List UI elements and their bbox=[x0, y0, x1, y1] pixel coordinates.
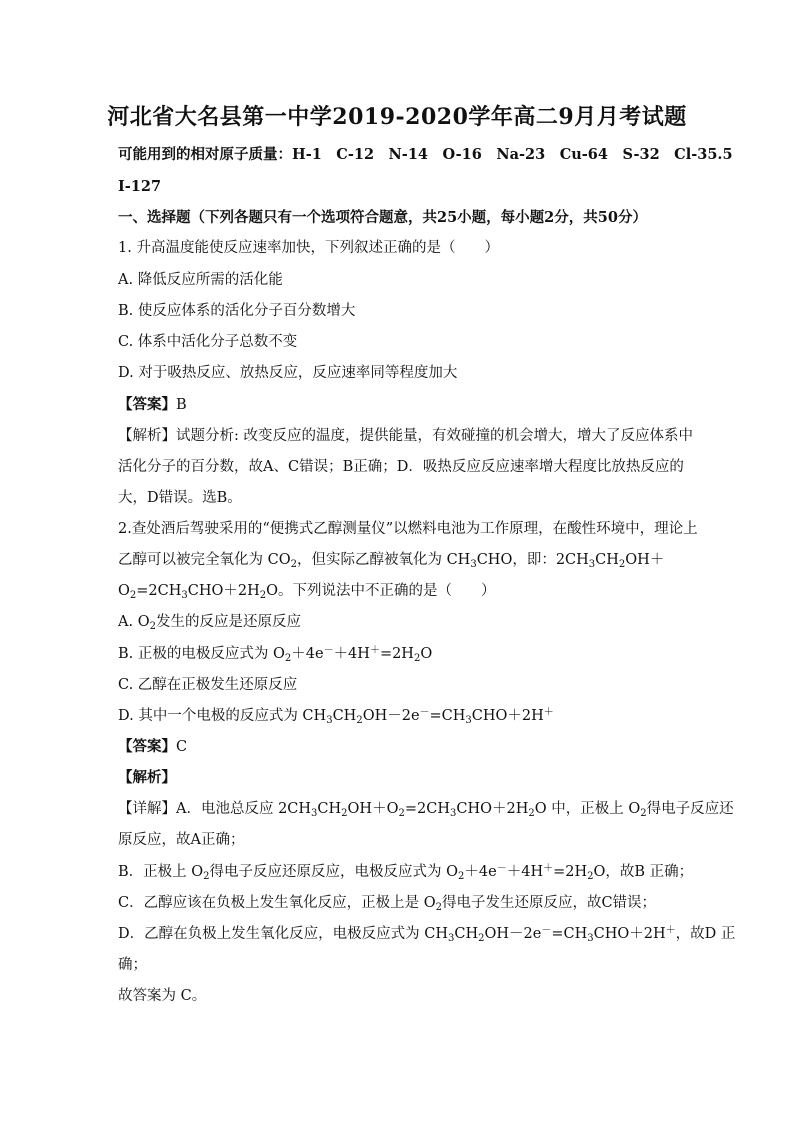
q2-option-d: D. 其中一个电极的反应式为 $CH_3CH_2OH-2e^-=CH_3CHO+2H^+$ bbox=[118, 707, 554, 726]
q2-stem-line3: $O_2=2CH_3CHO+2H_2O$。下列说法中不正确的是（ ） bbox=[118, 583, 496, 601]
q1-answer bbox=[118, 398, 187, 413]
page-title: 河北省大名县第一中学2019-2020学年高二9月月考试题 bbox=[107, 104, 687, 130]
atomic-masses-line1: 可能用到的相对原子质量：H-1 C-12 N-14 O-16 Na-23 Cu-64 S-32 Cl-35.5 bbox=[118, 146, 733, 163]
q2-analysis-label: 【解析】 bbox=[118, 769, 176, 786]
answer-label: 【答案】 bbox=[118, 396, 176, 413]
q2-detail-d-line2: 确； bbox=[118, 957, 147, 973]
q1-stem: 1. 升高温度能使反应速率加快，下列叙述正确的是（ ） bbox=[118, 240, 499, 256]
q2-option-c: C. 乙醇在正极发生还原反应 bbox=[118, 677, 298, 693]
q2-detail-a-line2: 原反应，故A正确； bbox=[118, 832, 245, 848]
q2-detail-c: C．乙醇应该在负极上发生氧化反应，正极上是 $O_2$得电子发生还原反应，故C错误； bbox=[118, 895, 657, 913]
section-heading: 一、选择题（下列各题只有一个选项符合题意，共25小题，每小题2分，共50分） bbox=[118, 209, 647, 226]
answer-value: B bbox=[176, 397, 187, 413]
q2-detail-d-line1: D．乙醇在负极上发生氧化反应，电极反应式为 $CH_3CH_2OH-2e^-=CH_3CHO+2H^+$，故D 正 bbox=[118, 925, 736, 944]
q2-answer bbox=[118, 740, 187, 755]
q1-option-a: A. 降低反应所需的活化能 bbox=[118, 272, 283, 288]
q2-option-a: A. $O_2$发生的反应是还原反应 bbox=[118, 614, 301, 632]
atomic-masses-line2: I-127 bbox=[118, 178, 162, 195]
q2-option-b: B. 正极的电极反应式为 $O_2+4e^-+4H^+=2H_2O$ bbox=[118, 645, 433, 664]
q1-analysis-line3: 大，D错误。选B。 bbox=[118, 490, 242, 506]
q1-option-b: B. 使反应体系的活化分子百分数增大 bbox=[118, 303, 356, 319]
answer-value: C bbox=[176, 739, 188, 755]
q1-option-c: C. 体系中活化分子总数不变 bbox=[118, 334, 298, 350]
q1-analysis-line1: 【解析】试题分析: 改变反应的温度，提供能量，有效碰撞的机会增大，增大了反应体系中 bbox=[118, 428, 693, 444]
answer-label: 【答案】 bbox=[118, 738, 176, 755]
q2-conclusion: 故答案为 C。 bbox=[118, 988, 207, 1004]
q1-analysis-line2: 活化分子的百分数，故A、C错误；B正确；D．吸热反应反应速率增大程度比放热反应的 bbox=[118, 459, 684, 475]
q2-stem-line1: 2.查处酒后驾驶采用的“便携式乙醇测量仪”以燃料电池为工作原理，在酸性环境中，理论上 bbox=[118, 521, 698, 537]
q2-detail-b: B．正极上 $O_2$得电子反应还原反应，电极反应式为 $O_2+4e^-+4H^+=2H_2O$，故B 正确； bbox=[118, 863, 694, 882]
q2-detail-a-line1: 【详解】A．电池总反应 $2CH_3CH_2OH+O_2=2CH_3CHO+2H_2O$ 中，正极上 $O_2$得电子反应还 bbox=[118, 801, 734, 819]
q2-stem-line2: 乙醇可以被完全氧化为 $CO_2$，但实际乙醇被氧化为 $CH_3CHO$，即：$2CH_3CH_2OH+$ bbox=[118, 552, 665, 570]
q1-option-d: D. 对于吸热反应、放热反应，反应速率同等程度加大 bbox=[118, 365, 458, 381]
